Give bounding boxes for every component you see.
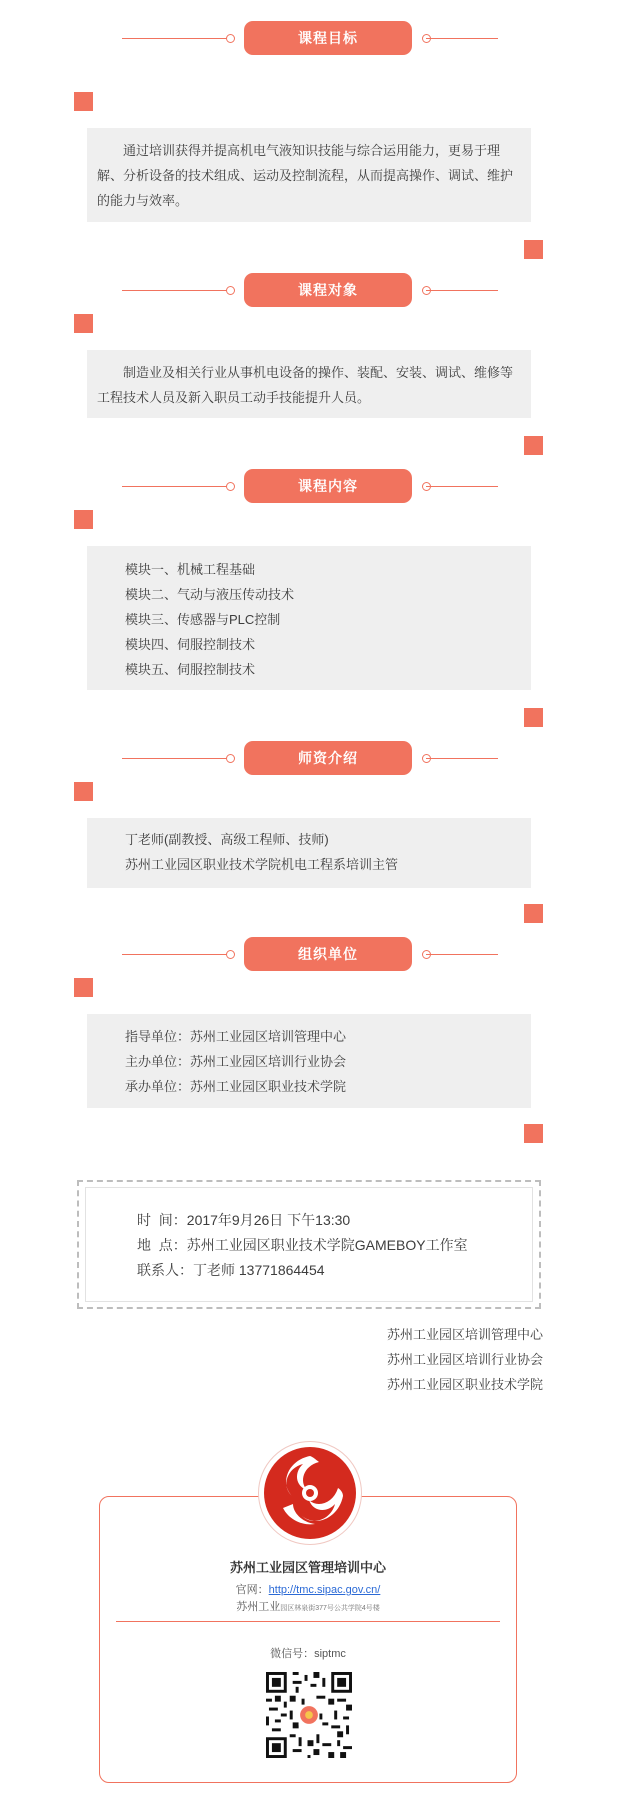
footer-org-item: 苏州工业园区培训管理中心 — [386, 1327, 543, 1342]
section-org-ring-left — [226, 950, 235, 959]
section-audience-line-left — [122, 290, 230, 291]
card-address — [100, 1598, 516, 1614]
corner-square-top — [74, 978, 93, 997]
module-item: 模块五、伺服控制技术 — [125, 662, 256, 677]
section-teacher-line-left — [122, 758, 230, 759]
footer-org-item: 苏州工业园区培训行业协会 — [386, 1352, 543, 1367]
module-item: 模块一、机械工程基础 — [125, 562, 256, 577]
section-org-line-left — [122, 954, 230, 955]
card-website — [100, 1581, 516, 1597]
module-item: 模块四、伺服控制技术 — [125, 637, 256, 652]
teacher-title: 苏州工业园区职业技术学院机电工程系培训主管 — [125, 857, 399, 872]
section-teacher-title: 师资介绍 — [244, 741, 412, 775]
section-teacher-ring-left — [226, 754, 235, 763]
footer-org-list — [387, 1322, 543, 1397]
organizer-line: 指导单位：苏州工业园区培训管理中心 — [125, 1029, 347, 1044]
corner-square-bottom — [524, 436, 543, 455]
corner-square-top — [74, 782, 93, 801]
corner-square-top — [74, 510, 93, 529]
card-divider — [116, 1621, 500, 1622]
section-content-line-right — [426, 486, 498, 487]
section-org-title: 组织单位 — [244, 937, 412, 971]
card-website-label: 官网： — [235, 1584, 269, 1596]
corner-square-bottom — [524, 1124, 543, 1143]
section-teacher-line-right — [426, 758, 498, 759]
module-item: 模块二、气动与液压传动技术 — [125, 587, 295, 602]
event-place: 地 点：苏州工业园区职业技术学院GAMEBOY工作室 — [137, 1237, 468, 1253]
teacher-name: 丁老师(副教授、高级工程师、技师) — [125, 832, 329, 847]
section-audience-title: 课程对象 — [244, 273, 412, 307]
section-goal-title: 课程目标 — [244, 21, 412, 55]
organizer-line: 主办单位：苏州工业园区培训行业协会 — [125, 1054, 347, 1069]
event-contact: 联系人：丁老师 13771864454 — [137, 1262, 325, 1278]
event-time: 时 间：2017年9月26日 下午13:30 — [137, 1212, 351, 1228]
card-title: 苏州工业园区管理培训中心 — [229, 1560, 386, 1575]
card-address-main: 苏州工业 — [236, 1601, 281, 1613]
event-info-box — [77, 1180, 541, 1309]
section-org-line-right — [426, 954, 498, 955]
section-content-title: 课程内容 — [244, 469, 412, 503]
event-info-lines — [137, 1208, 468, 1283]
section-goal-line-right — [426, 38, 498, 39]
section-audience-ring-left — [226, 286, 235, 295]
card-wechat-id: 微信号：siptmc — [270, 1648, 346, 1660]
card-address-detail: 园区林泉街377号公共学院4号楼 — [280, 1605, 380, 1612]
organizers-box — [87, 1014, 531, 1108]
content-box — [87, 546, 531, 690]
module-item: 模块三、传感器与PLC控制 — [125, 612, 281, 627]
teacher-box — [87, 818, 531, 888]
corner-square-bottom — [524, 240, 543, 259]
corner-square-bottom — [524, 708, 543, 727]
corner-square-bottom — [524, 904, 543, 923]
corner-square-top — [74, 314, 93, 333]
section-audience-line-right — [426, 290, 498, 291]
qr-code-icon — [266, 1672, 352, 1758]
swirl-logo-icon — [258, 1441, 362, 1545]
section-goal-ring-left — [226, 34, 235, 43]
section-content-ring-left — [226, 482, 235, 491]
goal-box — [87, 128, 531, 222]
footer-org-item: 苏州工业园区职业技术学院 — [386, 1377, 543, 1392]
organizer-line: 承办单位：苏州工业园区职业技术学院 — [125, 1079, 347, 1094]
section-goal-line-left — [122, 38, 230, 39]
audience-text: 制造业及相关行业从事机电设备的操作、装配、安装、调试、维修等工程技术人员及新入职员工动手技能提升人员。 — [97, 365, 514, 405]
audience-box — [87, 350, 531, 418]
card-website-link[interactable]: http://tmc.sipac.gov.cn/ — [268, 1584, 381, 1596]
section-content-line-left — [122, 486, 230, 487]
goal-text: 通过培训获得并提高机电气液知识技能与综合运用能力，更易于理解、分析设备的技术组成、运动及控制流程，从而提高操作、调试、维护的能力与效率。 — [97, 143, 514, 208]
corner-square-top — [74, 92, 93, 111]
